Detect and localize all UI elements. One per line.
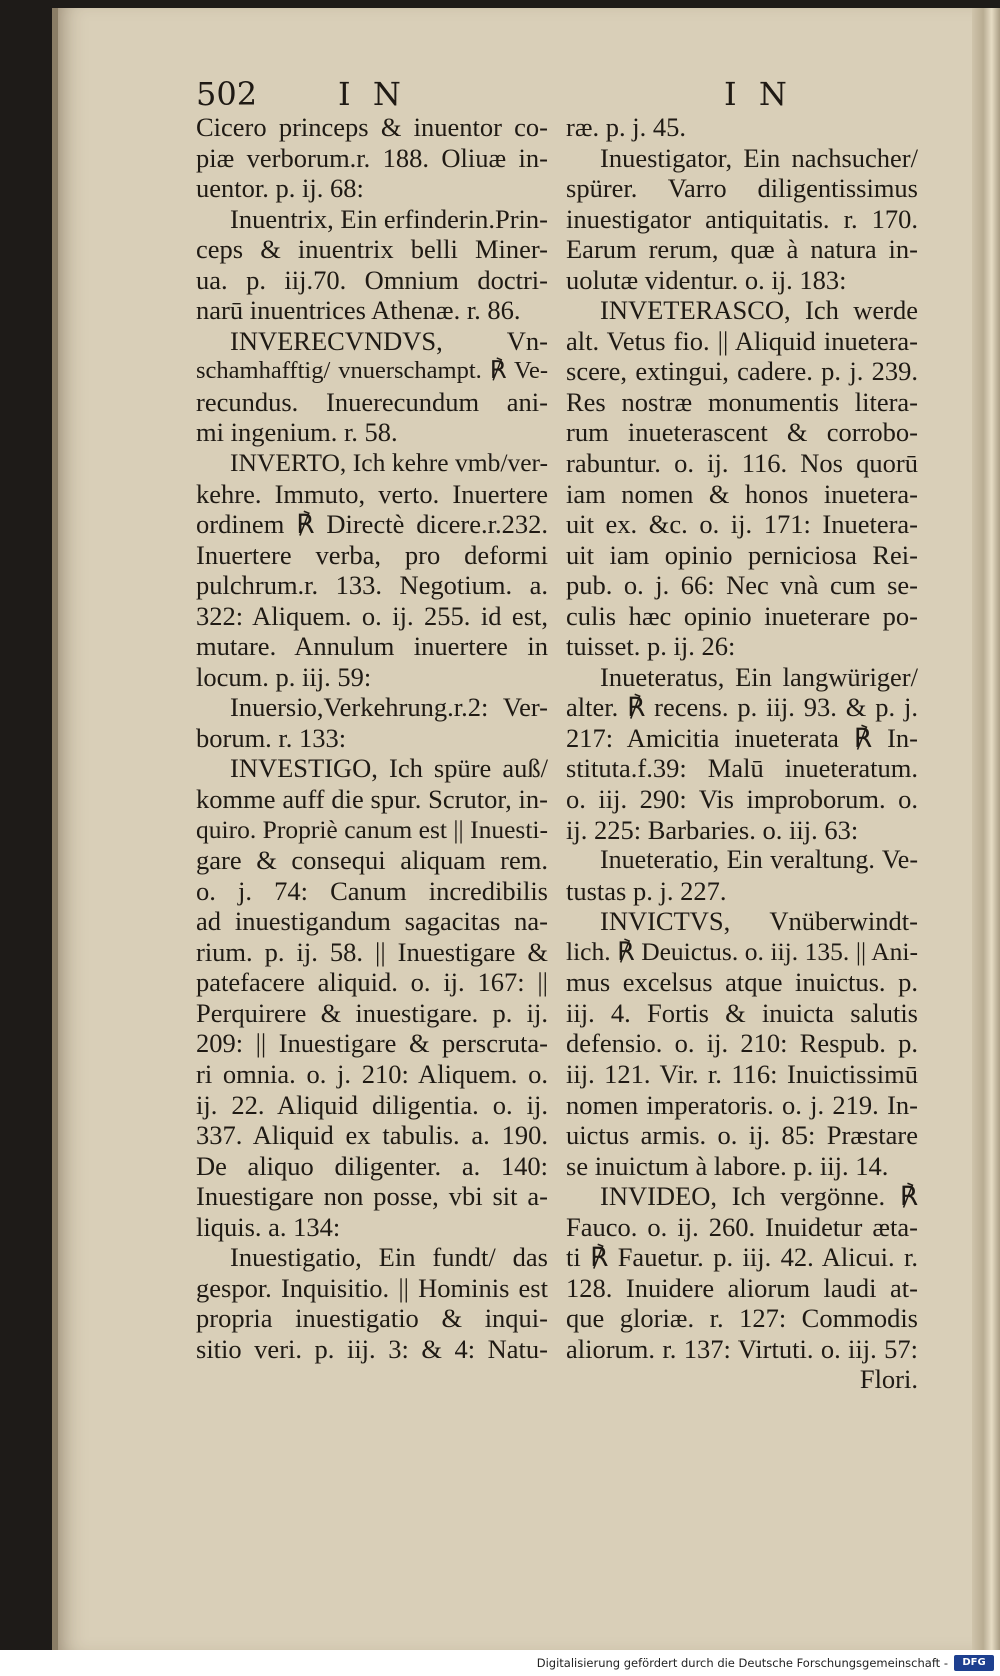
text-line: defensio. o. ij. 210: Respub. p. — [566, 1028, 918, 1059]
text-line: alter. ℟ recens. p. iij. 93. & p. j. — [566, 692, 918, 723]
text-line: ordinem ℟ Directè dicere.r.232. — [196, 509, 548, 540]
text-line: ri omnia. o. j. 210: Aliquem. o. — [196, 1058, 548, 1089]
text-line: o. j. 74: Canum incredibilis — [196, 875, 548, 906]
footer-bar — [0, 1650, 1000, 1676]
text-line: ad inuestigandum sagacitas na- — [196, 906, 548, 937]
text-line: Inuestigatio, Ein fundt/ das — [230, 1242, 548, 1273]
text-line: Fauco. o. ij. 260. Inuidetur æta- — [566, 1211, 918, 1242]
text-line: que gloriæ. r. 127: Commodis — [566, 1303, 918, 1334]
text-line: uentor. p. ij. 68: — [196, 173, 364, 204]
text-line: INVICTVS, Vnüberwindt- — [600, 906, 918, 937]
text-line: alt. Vetus fio. || Aliquid inuetera- — [566, 325, 918, 356]
text-line: se inuictum à labore. p. iij. 14. — [566, 1150, 889, 1181]
text-line: schamhafftig/ vnuerschampt. ℟ Ve- — [196, 357, 548, 385]
text-line: Inuentrix, Ein erfinderin.Prin- — [230, 203, 548, 234]
text-line: mus excelsus atque inuictus. p. — [566, 967, 918, 998]
text-line: 337. Aliquid ex tabulis. a. 190. — [196, 1120, 548, 1151]
text-line: recundus. Inuerecundum ani- — [196, 386, 548, 417]
text-line: rium. p. ij. 58. || Inuestigare & — [196, 936, 548, 967]
text-line: Cicero princeps & inuentor co- — [196, 112, 548, 142]
text-line: narū inuentrices Athenæ. r. 86. — [196, 295, 521, 326]
text-line: gespor. Inquisitio. || Hominis est — [196, 1272, 548, 1303]
text-line: iij. 4. Fortis & inuicta salutis — [566, 997, 918, 1028]
text-line: pulchrum.r. 133. Negotium. a. — [196, 570, 548, 601]
text-line: INVERTO, Ich kehre vmb/ver- — [230, 448, 548, 478]
page-edge — [972, 8, 1000, 1650]
text-line: lich. ℟ Deuictus. o. iij. 135. || Ani- — [566, 936, 918, 966]
text-line: De aliquo diligenter. a. 140: — [196, 1150, 548, 1181]
left-text-column — [196, 112, 548, 1364]
text-line: Earum rerum, quæ à natura in- — [566, 234, 918, 265]
funding-credit: Digitalisierung gefördert durch die Deutsche Forschungsgemeinschaft - — [536, 1656, 948, 1670]
text-line: patefacere aliquid. o. ij. 167: || — [196, 967, 548, 998]
text-line: 322: Aliquem. o. ij. 255. id est, — [196, 600, 548, 631]
text-line: locum. p. iij. 59: — [196, 661, 372, 692]
text-line: uit iam opinio perniciosa Rei- — [566, 539, 918, 570]
catchword: Flori. — [859, 1364, 918, 1395]
text-line: nomen imperatoris. o. j. 219. In- — [566, 1089, 918, 1120]
text-line: Inuertere verba, pro deformi — [196, 539, 548, 570]
page-number: 502 — [196, 75, 258, 113]
text-line: quiro. Propriè canum est || Inuesti- — [196, 814, 548, 844]
text-line: tuisset. p. ij. 26: — [566, 631, 736, 662]
text-line: ti ℟ Fauetur. p. iij. 42. Alicui. r. — [566, 1242, 918, 1273]
text-line: o. iij. 290: Vis improborum. o. — [566, 784, 918, 815]
text-line: INVERECVNDVS, Vn- — [230, 325, 548, 356]
text-line: uit ex. &c. o. ij. 171: Inuetera- — [566, 509, 918, 540]
text-line: borum. r. 133: — [196, 722, 347, 753]
text-line: komme auff die spur. Scrutor, in- — [196, 784, 548, 815]
text-line: iij. 121. Vir. r. 116: Inuictissimū — [566, 1058, 918, 1089]
right-text-column — [566, 112, 918, 1395]
text-line: stituta.f.39: Malū inueteratum. — [566, 753, 918, 784]
text-line: INVETERASCO, Ich werde — [600, 295, 918, 326]
text-line: rum inueterascent & corrobo- — [566, 417, 918, 448]
text-line: pub. o. j. 66: Nec vnà cum se- — [566, 570, 918, 601]
text-line: ij. 225: Barbaries. o. iij. 63: — [566, 814, 859, 845]
text-line: Perquirere & inuestigare. p. ij. — [196, 997, 548, 1028]
text-line: liquis. a. 134: — [196, 1211, 341, 1242]
text-line: culis hæc opinio inueterare po- — [566, 600, 918, 631]
text-line: Inueteratio, Ein veraltung. Ve- — [600, 845, 918, 875]
text-line: 217: Amicitia inueterata ℟ In- — [566, 722, 918, 753]
dfg-logo: DFG — [954, 1655, 994, 1671]
text-line: tustas p. j. 227. — [566, 875, 727, 906]
text-line: INVESTIGO, Ich spüre auß/ — [230, 753, 548, 784]
text-line: mutare. Annulum inuertere in — [196, 631, 548, 662]
text-line: sitio veri. p. iij. 3: & 4: Natu- — [196, 1333, 548, 1364]
text-line: ceps & inuentrix belli Miner- — [196, 234, 548, 265]
text-line: aliorum. r. 137: Virtuti. o. iij. 57: — [566, 1333, 918, 1364]
text-line: rabuntur. o. ij. 116. Nos quorū — [566, 448, 918, 479]
text-line: piæ verborum.r. 188. Oliuæ in- — [196, 142, 548, 173]
text-line: ij. 22. Aliquid diligentia. o. ij. — [196, 1089, 548, 1120]
text-line: uictus armis. o. ij. 85: Præstare — [566, 1120, 918, 1151]
text-line: scere, extingui, cadere. p. j. 239. — [566, 356, 918, 387]
running-head-left: I N — [338, 75, 407, 113]
text-line: spürer. Varro diligentissimus — [566, 173, 918, 204]
text-line: Res nostræ monumentis litera- — [566, 386, 918, 417]
text-line: Inueteratus, Ein langwüriger/ — [600, 661, 918, 692]
text-line: 128. Inuidere aliorum laudi at- — [566, 1272, 918, 1303]
text-line: inuestigator antiquitatis. r. 170. — [566, 203, 918, 234]
text-line: propria inuestigatio & inqui- — [196, 1303, 548, 1334]
text-line: 209: || Inuestigare & perscruta- — [196, 1028, 548, 1059]
running-head-right: I N — [724, 75, 793, 113]
text-line: mi ingenium. r. 58. — [196, 417, 398, 448]
text-line: ræ. p. j. 45. — [566, 112, 686, 142]
text-line: iam nomen & honos inuetera- — [566, 478, 918, 509]
text-line: kehre. Immuto, verto. Inuertere — [196, 478, 548, 509]
text-line: gare & consequi aliquam rem. — [196, 845, 548, 876]
text-line: ua. p. iij.70. Omnium doctri- — [196, 264, 548, 295]
text-line: Inuersio,Verkehrung.r.2: Ver- — [230, 692, 548, 723]
text-line: Inuestigator, Ein nachsucher/ — [600, 142, 918, 173]
text-line: Inuestigare non posse, vbi sit a- — [196, 1181, 548, 1212]
text-line: uolutæ videntur. o. ij. 183: — [566, 264, 847, 295]
text-line: INVIDEO, Ich vergönne. ℟ — [600, 1181, 918, 1212]
